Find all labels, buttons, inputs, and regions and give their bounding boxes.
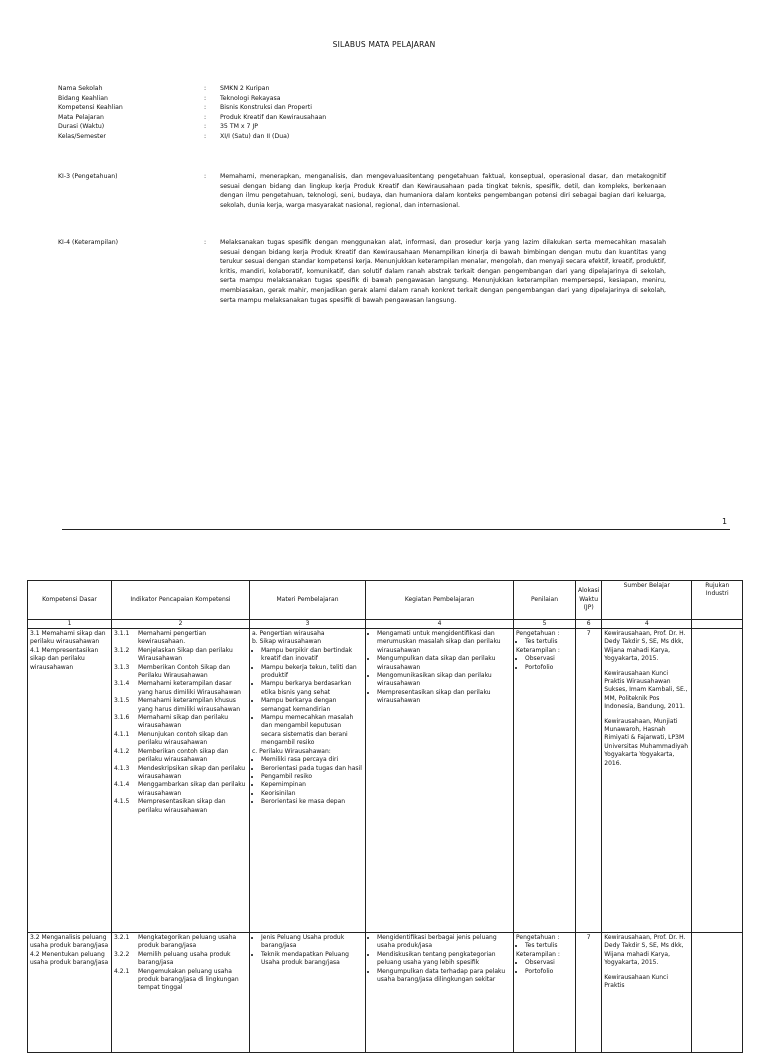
colon: : <box>204 123 207 131</box>
indicator-code: 3.1.6 <box>114 714 130 722</box>
list-item: • Teknik mendapatkan Peluang Usaha produk barang/jasa <box>261 951 363 968</box>
identity-label: Kompetensi Keahlian <box>58 104 123 112</box>
header-cell: Kompetensi Dasar <box>28 581 112 620</box>
indicator-text: Memberikan contoh sikap dan perilaku wirausahawan <box>138 747 229 764</box>
materi-list <box>252 934 363 968</box>
list-item: • Observasi <box>525 655 573 663</box>
indicator-text: Mengkategorikan peluang usaha produk barang/jasa <box>138 934 237 950</box>
kd-cell <box>28 629 112 933</box>
list-item: • Portofolio <box>525 664 573 672</box>
kegiatan-list <box>368 934 511 984</box>
identity-row <box>58 84 326 94</box>
list-item: • Mampu bekerja tekun, teliti dan produktif <box>261 664 363 681</box>
identity-value: SMKN 2 Kuripan <box>220 85 270 92</box>
indicator-text: Menunjukan contoh sikap dan perilaku wirausahawan <box>138 730 228 747</box>
list-item: • Tes tertulis <box>525 942 573 950</box>
indicator-code: 4.2.1 <box>114 967 130 975</box>
colon: : <box>204 104 207 112</box>
list-item: • Mampu berkarya berdasarkan etika bisnis yang sehat <box>261 680 363 697</box>
indicator-code: 4.1.4 <box>114 781 130 789</box>
kegiatan-cell <box>366 933 514 1053</box>
ki4-block <box>58 238 666 305</box>
indicator-item <box>114 748 247 765</box>
kegiatan-list <box>368 630 511 706</box>
kd-item: 4.1 Mempresentasikan sikap dan perilaku wirausahawan <box>30 646 99 671</box>
list-item: • Keorisinilan <box>261 790 363 798</box>
sumber-item: Kewirausahaan, Prof. Dr. H. Dedy Takdir S, SE, Ms dkk, Wijana mahadi Karya, Yogyakarta, 2015. <box>604 630 686 663</box>
indicator-text: Memahami sikap dan perilaku wirausahawan <box>138 714 229 730</box>
alokasi-cell: 7 <box>576 629 602 933</box>
identity-value: XI/I (Satu) dan II (Dua) <box>220 132 290 140</box>
list-item: • Mengamati untuk mengidentifikasi dan merumuskan masalah sikap dan perilaku wirausahawan <box>377 630 511 655</box>
header-cell: Rujukan Industri <box>692 581 743 620</box>
colon: : <box>204 239 207 246</box>
syllabus-table <box>27 580 743 1053</box>
sumber-item: Kewirausahaan Kunci Praktis Wirausahawan Sukses, Imam Kambali, SE., MM, Politeknik Pos Indonesia, Bandung, 2011. <box>604 669 688 711</box>
column-number: 6 <box>576 620 602 629</box>
indicator-code: 4.1.2 <box>114 747 130 755</box>
table-header-row <box>28 581 743 620</box>
identity-label: Bidang Keahlian <box>58 94 108 102</box>
indicator-text: Mendeskripsikan sikap dan perilaku wirausahawan <box>138 764 246 780</box>
list-item: • Mempresentasikan sikap dan perilaku wirausahawan <box>377 689 511 706</box>
penilaian-heading: Keterampilan : <box>516 950 560 958</box>
indicator-code: 3.1.4 <box>114 680 130 688</box>
indicator-text: Memahami keterampilan khusus yang harus dimiliki wirausahawan <box>138 697 241 713</box>
indicator-code: 3.2.1 <box>114 934 130 941</box>
header-cell: Sumber Belajar <box>602 581 692 620</box>
materi-cell <box>250 629 366 933</box>
identity-label: Nama Sekolah <box>58 85 103 92</box>
identity-value: Teknologi Rekayasa <box>220 94 281 102</box>
indicator-item <box>114 647 247 664</box>
table-row <box>28 629 743 933</box>
sumber-cell <box>602 629 692 933</box>
penilaian-cell <box>514 629 576 933</box>
list-item: • Pengambil resiko <box>261 773 363 781</box>
ki4-text: Melaksanakan tugas spesifik dengan menggunakan alat, informasi, dan prosedur kerja yang lazim dilakukan serta memecahkan masalah sesuai dengan bidang kerja Produk Kreatif dan Kewirausahaan Menampilkan kinerja di bawah bimbingan dengan mutu dan kuantitas yang terukur sesuai dengan standar kompetensi kerja. Menunjukkan keterampilan menalar, mengolah, dan menyaji secara efektif, kreatif, produktif, kritis, mandiri, kolaboratif, komunikatif, dan solutif dalam ranah abstrak terkait dengan pengembangan dari yang dipelajarinya di sekolah, serta mampu melaksanakan tugas spesifik di bawah pengawasan langsung. Menunjukkan keterampilan mempersepsi, kesiapan, meniru, membiasakan, gerak mahir, menjadikan gerak alami dalam ranah konkret terkait dengan pengembangan dari yang dipelajarinya di sekolah, serta mampu melaksanakan tugas spesifik di bawah pengawasan langsung. <box>220 239 666 304</box>
list-item: • Memiliki rasa percaya diri <box>261 756 363 764</box>
sumber-item: Kewirausahaan, Munjiati Munawaroh, Hasnah Rimiyati & Fajarwati, LP3M Universitas Muhammadiyah Yogyakarta Yogyakarta, 2016. <box>604 717 689 767</box>
indicator-code: 3.1.1 <box>114 630 130 637</box>
list-item: • Mengomunikasikan sikap dan perilaku wirausahawan <box>377 672 511 689</box>
indicator-item <box>114 798 247 815</box>
kegiatan-cell <box>366 629 514 933</box>
indicator-text: Memahami keterampilan dasar yang harus dimiliki Wirausahawan <box>138 680 241 696</box>
rujukan-cell <box>692 933 743 1053</box>
list-item: • Portofolio <box>525 968 573 976</box>
colon: : <box>204 113 207 121</box>
materi-heading: c. Perilaku Wirausahawan: <box>252 747 331 755</box>
list-item: • Mampu memecahkan masalah dan mengambil keputusan secara sistematis dan berani mengambil resiko <box>261 714 363 748</box>
indicator-item <box>114 731 247 748</box>
penilaian-cell <box>514 933 576 1053</box>
sumber-item: Kewirausahaan Kunci Praktis <box>604 973 669 990</box>
list-item: • Observasi <box>525 959 573 967</box>
indicator-code: 4.1.3 <box>114 764 130 772</box>
column-number-row <box>28 620 743 629</box>
materi-list <box>252 756 363 806</box>
sumber-item: Kewirausahaan, Prof. Dr. H. Dedy Takdir S, SE, Ms dkk, Wijana mahadi Karya, Yogyakarta, 2015. <box>604 934 686 967</box>
header-cell: Materi Pembelajaran <box>250 581 366 620</box>
list-item: • Kepemimpinan <box>261 781 363 789</box>
identity-row <box>58 122 326 132</box>
ki4-label: KI-4 (Keterampilan) <box>58 239 119 246</box>
list-item: • Jenis Peluang Usaha produk barang/jasa <box>261 934 363 951</box>
identity-value: Bisnis Konstruksi dan Properti <box>220 104 312 112</box>
indicator-code: 3.1.3 <box>114 663 130 671</box>
indicator-text: Mengemukakan peluang usaha produk barang/jasa di lingkungan tempat tinggal <box>138 967 239 992</box>
list-item: • Mengumpulkan data terhadap para pelaku usaha barang/jasa dilingkungan sekitar <box>377 968 511 985</box>
indicator-code: 3.1.2 <box>114 646 130 654</box>
list-item: • Mampu berkarya dengan semangat kemandirian <box>261 697 363 714</box>
list-item: • Mengidentifikasi berbagai jenis peluang usaha produk/jasa <box>377 934 511 951</box>
indicator-text: Menggambarkan sikap dan perilaku wirausahawan <box>138 781 246 797</box>
column-number: 5 <box>514 620 576 629</box>
indicator-item <box>114 781 247 798</box>
identity-row <box>58 94 326 104</box>
header-cell: Alokasi Waktu (JP) <box>576 581 602 620</box>
identity-row <box>58 113 326 123</box>
materi-list <box>252 647 363 748</box>
identity-value: 35 TM x 7 JP <box>220 123 259 131</box>
column-number: 4 <box>366 620 514 629</box>
penilaian-list <box>516 942 573 950</box>
kd-cell <box>28 933 112 1053</box>
colon: : <box>204 173 207 180</box>
materi-cell <box>250 933 366 1053</box>
indicator-code: 4.1.1 <box>114 730 130 738</box>
list-item: • Tes tertulis <box>525 638 573 646</box>
sumber-cell <box>602 933 692 1053</box>
indicator-text: Mempresentasikan sikap dan perilaku wirausahawan <box>138 798 226 814</box>
indicator-item <box>114 630 247 647</box>
identity-label: Durasi (Waktu) <box>58 123 105 131</box>
indicator-item <box>114 765 247 782</box>
page-number: 1 <box>722 517 728 526</box>
indicator-item <box>114 680 247 697</box>
indicator-code: 3.1.5 <box>114 697 130 705</box>
indicator-text: Memberikan Contoh Sikap dan Perilaku Wirausahawan <box>138 663 231 680</box>
indicator-code: 3.2.2 <box>114 950 130 958</box>
header-cell: Indikator Pencapaian Kompetensi <box>112 581 250 620</box>
indicator-item <box>114 664 247 681</box>
penilaian-heading: Keterampilan : <box>516 646 560 654</box>
column-number: 1 <box>28 620 112 629</box>
colon: : <box>204 132 207 140</box>
identity-label: Kelas/Semester <box>58 132 106 140</box>
penilaian-list <box>516 638 573 646</box>
header-cell: Kegiatan Pembelajaran <box>366 581 514 620</box>
kd-item: 3.1 Memahami sikap dan perilaku wirausahawan <box>30 630 106 646</box>
indicator-cell <box>112 629 250 933</box>
list-item: • Mengumpulkan data sikap dan perilaku wirausahawan <box>377 655 511 672</box>
list-item: • Mampu berpikir dan bertindak kreatif dan inovatif <box>261 647 363 664</box>
indicator-item <box>114 934 247 951</box>
penilaian-heading: Pengetahuan : <box>516 630 560 637</box>
document-title: SILABUS MATA PELAJARAN <box>332 40 436 49</box>
identity-label: Mata Pelajaran <box>58 113 104 121</box>
rujukan-cell <box>692 629 743 933</box>
ki3-block <box>58 172 666 210</box>
indicator-text: Memilih peluang usaha produk barang/jasa <box>138 950 231 967</box>
table-row <box>28 933 743 1053</box>
indicator-text: Memahami pengertian kewirausahaan. <box>138 630 207 646</box>
indicator-item <box>114 951 247 968</box>
ki3-text: Memahami, menerapkan, menganalisis, dan mengevaluasitentang pengetahuan faktual, konseptual, operasional dasar, dan metakognitif sesuai dengan bidang dan lingkup kerja Produk Kreatif dan Kewirausahaan pada tingkat teknis, spesifik, detil, dan kompleks, berkenaan dengan ilmu pengetahuan, teknologi, seni, budaya, dan humaniora dalam konteks pengembangan potensi diri sebagai bagian dari keluarga, sekolah, dunia kerja, warga masyarakat nasional, regional, dan internasional. <box>220 173 666 209</box>
list-item: • Berorientasi ke masa depan <box>261 798 363 806</box>
list-item: • Mendiskusikan tentang pengkategorian peluang usaha yang lebih spesifik <box>377 951 511 968</box>
column-number <box>692 620 743 629</box>
column-number: 2 <box>112 620 250 629</box>
materi-heading: b. Sikap wirausahawan <box>252 638 322 646</box>
column-number: 4 <box>602 620 692 629</box>
kd-item: 3.2 Menganalisis peluang usaha produk barang/jasa <box>30 934 109 950</box>
indicator-item <box>114 714 247 731</box>
penilaian-list <box>516 655 573 672</box>
header-cell: Penilaian <box>514 581 576 620</box>
colon: : <box>204 94 207 102</box>
identity-row <box>58 103 326 113</box>
indicator-item <box>114 697 247 714</box>
list-item: • Berorientasi pada tugas dan hasil <box>261 765 363 773</box>
column-number: 3 <box>250 620 366 629</box>
identity-block <box>58 84 326 142</box>
footer-rule <box>62 529 730 530</box>
penilaian-heading: Pengetahuan : <box>516 934 560 941</box>
kd-item: 4.2 Menentukan peluang usaha produk barang/jasa <box>30 950 109 967</box>
materi-heading: a. Pengertian wirausaha <box>252 630 325 637</box>
indicator-item <box>114 968 247 993</box>
indicator-text: Menjelaskan Sikap dan perilaku Wirausahawan <box>138 646 233 663</box>
penilaian-list <box>516 959 573 976</box>
identity-row <box>58 132 326 142</box>
indicator-code: 4.1.5 <box>114 798 130 806</box>
identity-value: Produk Kreatif dan Kewirausahaan <box>220 113 327 121</box>
alokasi-cell: 7 <box>576 933 602 1053</box>
ki3-label: KI-3 (Pengetahuan) <box>58 173 118 180</box>
colon: : <box>204 85 207 92</box>
indicator-cell <box>112 933 250 1053</box>
